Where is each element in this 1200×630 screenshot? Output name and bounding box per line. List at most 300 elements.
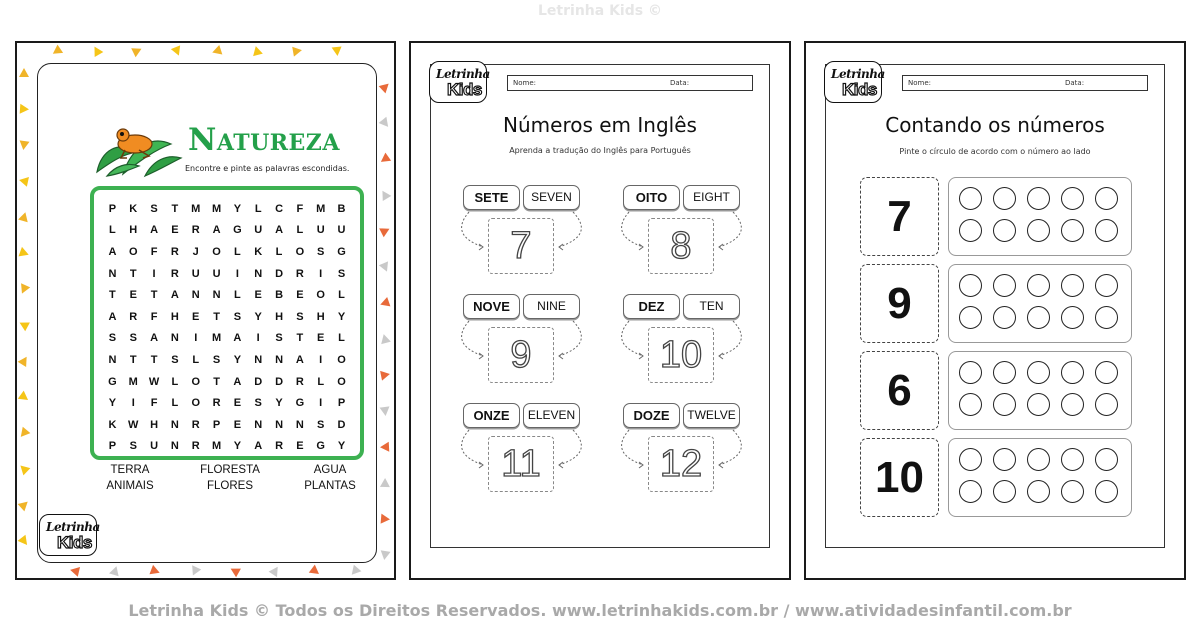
confetti-triangle — [69, 565, 80, 577]
logo-text-bottom: Kids — [57, 533, 92, 552]
grid-letter: N — [170, 418, 179, 431]
circle-box — [948, 351, 1132, 430]
paintable-circle[interactable] — [1027, 361, 1050, 384]
paintable-circle[interactable] — [1095, 393, 1118, 416]
confetti-triangle — [381, 514, 391, 525]
outlined-number: 12 — [648, 436, 714, 492]
count-number: 7 — [860, 177, 939, 256]
grid-letter: G — [337, 245, 346, 258]
circle-grid — [959, 187, 1125, 242]
paintable-circle[interactable] — [1095, 448, 1118, 471]
grid-letter: L — [234, 245, 241, 258]
grid-letter: M — [211, 332, 222, 345]
grid-letter: A — [295, 353, 304, 366]
portuguese-word-label: SETE — [463, 185, 520, 210]
confetti-triangle — [20, 104, 30, 115]
grid-letter: A — [150, 332, 159, 345]
grid-letter: L — [234, 289, 241, 302]
grid-letter: N — [254, 267, 263, 280]
confetti-triangle — [380, 478, 390, 487]
grid-letter: H — [150, 418, 159, 431]
letrinha-kids-logo — [824, 61, 885, 103]
count-number: 10 — [860, 438, 939, 517]
confetti-triangle — [50, 45, 63, 58]
grid-letter: M — [211, 202, 222, 215]
grid-letter: S — [150, 202, 158, 215]
grid-row — [102, 392, 352, 414]
logo-text-top: Letrinha — [46, 520, 100, 534]
grid-letter: M — [211, 440, 222, 453]
grid-letter: L — [171, 375, 179, 388]
grid-letter: E — [296, 289, 304, 302]
confetti-triangle — [378, 153, 391, 166]
paintable-circle[interactable] — [959, 393, 982, 416]
confetti-triangle — [18, 211, 30, 222]
confetti-triangle — [109, 565, 121, 577]
english-word-label: ELEVEN — [523, 403, 580, 428]
grid-letter: R — [295, 267, 304, 280]
grid-letter: I — [152, 267, 156, 280]
grid-letter: G — [295, 397, 305, 410]
grid-letter: T — [296, 332, 304, 345]
letter-grid — [90, 186, 364, 460]
grid-letter: L — [275, 245, 283, 258]
grid-letter: W — [128, 418, 139, 431]
circle-box — [948, 177, 1132, 256]
grid-letter: S — [171, 353, 179, 366]
grid-letter: F — [150, 245, 158, 258]
confetti-triangle — [17, 462, 30, 475]
paintable-circle[interactable] — [1027, 448, 1050, 471]
grid-letter: F — [150, 310, 158, 323]
grid-letter: S — [212, 353, 221, 366]
grid-letter: R — [191, 418, 200, 431]
grid-letter: G — [316, 440, 325, 453]
paintable-circle[interactable] — [1061, 393, 1084, 416]
grid-letter: I — [319, 267, 323, 280]
worksheet-subtitle: Pinte o círculo de acordo com o número ao lado — [899, 147, 1091, 156]
grid-letter: O — [212, 245, 221, 258]
grid-row — [102, 414, 352, 436]
grid-letter: Y — [275, 397, 283, 410]
grid-letter: T — [129, 267, 137, 280]
grid-letter: S — [275, 332, 283, 345]
hidden-word: ANIMAIS — [106, 480, 154, 492]
paintable-circle[interactable] — [1061, 480, 1084, 503]
confetti-triangle — [18, 140, 29, 150]
confetti-triangle — [18, 391, 31, 404]
grid-letter: A — [108, 310, 117, 323]
grid-letter: A — [170, 289, 179, 302]
grid-letter: U — [191, 267, 200, 280]
english-word-label: EIGHT — [683, 185, 740, 210]
confetti-triangle — [18, 175, 29, 187]
grid-letter: D — [275, 267, 284, 280]
confetti-triangle — [18, 354, 31, 367]
paintable-circle[interactable] — [1095, 274, 1118, 297]
paintable-circle[interactable] — [1061, 361, 1084, 384]
confetti-triangle — [188, 565, 201, 577]
grid-letter: A — [233, 375, 242, 388]
grid-letter: U — [337, 224, 346, 237]
grid-letter: M — [191, 202, 201, 215]
top-watermark: Letrinha Kids © — [538, 3, 662, 19]
english-word-label: NINE — [523, 294, 580, 319]
grid-letter: P — [108, 440, 117, 453]
paintable-circle[interactable] — [1061, 306, 1084, 329]
grid-row — [102, 241, 352, 263]
confetti-triangle — [379, 224, 392, 237]
grid-letter: O — [295, 245, 305, 258]
confetti-triangle — [90, 44, 103, 57]
confetti-triangle — [309, 565, 322, 578]
paintable-circle[interactable] — [959, 480, 982, 503]
paintable-circle[interactable] — [1095, 219, 1118, 242]
grid-letter: A — [233, 332, 242, 345]
grid-letter: R — [129, 310, 138, 323]
paintable-circle[interactable] — [1027, 219, 1050, 242]
confetti-triangle — [379, 297, 391, 309]
grid-letter: A — [254, 440, 263, 453]
grid-letter: T — [171, 202, 179, 215]
grid-letter: R — [170, 245, 179, 258]
grid-letter: M — [128, 375, 138, 388]
grid-letter: S — [129, 440, 137, 453]
grid-letter: P — [212, 418, 221, 431]
paintable-circle[interactable] — [1061, 219, 1084, 242]
grid-letter: D — [254, 375, 263, 388]
grid-letter: N — [212, 289, 221, 302]
grid-letter: N — [275, 418, 284, 431]
grid-letter: I — [131, 397, 135, 410]
grid-row — [102, 328, 352, 350]
circle-grid — [959, 361, 1125, 416]
paintable-circle[interactable] — [1095, 306, 1118, 329]
confetti-triangle — [18, 498, 31, 511]
grid-row — [102, 263, 352, 285]
grid-letter: H — [129, 224, 138, 237]
portuguese-word-label: ONZE — [463, 403, 520, 428]
portuguese-word-label: NOVE — [463, 294, 520, 319]
paintable-circle[interactable] — [1061, 187, 1084, 210]
grid-letter: K — [129, 202, 138, 215]
confetti-triangle — [379, 117, 392, 130]
grid-row — [102, 306, 352, 328]
name-label: Nome: — [908, 79, 932, 87]
paintable-circle[interactable] — [993, 393, 1016, 416]
outlined-number: 7 — [488, 218, 554, 274]
confetti-triangle — [379, 550, 390, 560]
count-number: 6 — [860, 351, 939, 430]
paintable-circle[interactable] — [1095, 187, 1118, 210]
paintable-circle[interactable] — [959, 274, 982, 297]
grid-letter: B — [337, 202, 346, 215]
paintable-circle[interactable] — [993, 187, 1016, 210]
word-list — [80, 464, 380, 492]
portuguese-word-label: DOZE — [623, 403, 680, 428]
grid-letter: I — [319, 353, 323, 366]
grid-letter: N — [170, 332, 179, 345]
confetti-triangle — [17, 283, 30, 295]
paintable-circle[interactable] — [1027, 274, 1050, 297]
hidden-word: PLANTAS — [304, 480, 356, 492]
grid-letter: I — [235, 267, 239, 280]
english-word-label: TEN — [683, 294, 740, 319]
grid-letter: O — [337, 353, 346, 366]
grid-letter: O — [316, 289, 325, 302]
circle-grid — [959, 274, 1125, 329]
grid-letter: E — [254, 289, 262, 302]
grid-letter: N — [170, 440, 179, 453]
paintable-circle[interactable] — [993, 480, 1016, 503]
date-label: Data: — [1065, 79, 1085, 87]
grid-letter: T — [109, 289, 116, 302]
confetti-triangle — [18, 535, 31, 548]
grid-letter: R — [170, 267, 179, 280]
word-search-title: Natureza — [188, 122, 340, 158]
grid-letter: E — [233, 397, 242, 410]
grid-letter: J — [192, 245, 199, 258]
confetti-triangle — [17, 318, 30, 331]
grid-row — [102, 284, 352, 306]
grid-letter: S — [296, 310, 304, 323]
copyright-footer: Letrinha Kids © Todos os Direitos Reservados. www.letrinhakids.com.br / www.atividadesinfantil.com.br — [128, 601, 1072, 620]
grid-letter: S — [129, 332, 137, 345]
grid-letter: R — [212, 397, 221, 410]
grid-letter: R — [275, 440, 284, 453]
paintable-circle[interactable] — [993, 306, 1016, 329]
grid-letter: L — [171, 397, 179, 410]
confetti-triangle — [379, 80, 392, 93]
confetti-triangle — [379, 261, 392, 273]
logo-text-top: Letrinha — [436, 67, 490, 81]
circle-grid — [959, 448, 1125, 503]
paintable-circle[interactable] — [1061, 448, 1084, 471]
confetti-triangle — [378, 188, 391, 201]
hidden-word: AGUA — [313, 464, 347, 476]
grid-letter: Y — [233, 440, 242, 453]
grid-letter: I — [256, 332, 260, 345]
circle-box — [948, 438, 1132, 517]
confetti-triangle — [19, 68, 29, 77]
grid-letter: Y — [233, 202, 242, 215]
grid-letter: Y — [337, 310, 346, 323]
grid-letter: N — [254, 353, 263, 366]
english-word-label: TWELVE — [683, 403, 740, 428]
name-date-field — [902, 75, 1148, 91]
counting-numbers-preview[interactable] — [804, 41, 1186, 580]
paintable-circle[interactable] — [993, 219, 1016, 242]
grid-letter: C — [275, 202, 284, 215]
grid-letter: N — [295, 418, 304, 431]
portuguese-word-label: DEZ — [623, 294, 680, 319]
grid-letter: P — [337, 397, 346, 410]
word-search-preview[interactable] — [15, 41, 396, 580]
confetti-triangle — [19, 247, 31, 259]
outlined-number: 9 — [488, 327, 554, 383]
outlined-number: 11 — [488, 436, 554, 492]
grid-row — [102, 371, 352, 393]
worksheet-subtitle: Aprenda a tradução do Inglês para Português — [509, 146, 691, 155]
grid-letter: L — [338, 289, 345, 302]
grid-letter: U — [254, 224, 263, 237]
name-date-field — [507, 75, 753, 91]
grid-letter: K — [108, 418, 117, 431]
grid-letter: L — [192, 353, 200, 366]
grid-row — [102, 436, 352, 458]
grid-letter: L — [296, 224, 304, 237]
worksheet-title: Números em Inglês — [503, 113, 697, 137]
grid-letter: N — [191, 289, 200, 302]
logo-text-top: Letrinha — [831, 67, 885, 81]
grid-letter: E — [317, 332, 325, 345]
grid-letter: D — [337, 418, 346, 431]
circle-box — [948, 264, 1132, 343]
grid-letter: B — [275, 289, 284, 302]
grid-letter: E — [233, 418, 242, 431]
grid-row — [102, 198, 352, 220]
confetti-triangle — [131, 44, 143, 57]
grid-letter: W — [148, 375, 160, 388]
grid-letter: H — [316, 310, 325, 323]
confetti-triangle — [380, 406, 391, 416]
hidden-word: FLORES — [206, 480, 253, 492]
portuguese-word-label: OITO — [623, 185, 680, 210]
paintable-circle[interactable] — [993, 274, 1016, 297]
grid-letter: S — [108, 332, 117, 345]
grid-letter: L — [109, 224, 116, 237]
grid-letter: E — [296, 440, 304, 453]
grid-letter: T — [129, 353, 137, 366]
confetti-triangle — [17, 427, 30, 440]
grid-letter: U — [150, 440, 159, 453]
grid-letter: Y — [108, 397, 117, 410]
english-word-label: SEVEN — [523, 185, 580, 210]
grid-letter: F — [150, 397, 158, 410]
confetti-triangle — [228, 564, 241, 577]
grid-letter: A — [275, 224, 284, 237]
grid-letter: R — [191, 440, 200, 453]
confetti-triangle — [332, 46, 343, 56]
grid-letter: Y — [233, 353, 242, 366]
paintable-circle[interactable] — [959, 187, 982, 210]
outlined-number: 10 — [648, 327, 714, 383]
grid-letter: D — [275, 375, 284, 388]
grid-letter: O — [191, 375, 200, 388]
hidden-word: FLORESTA — [200, 464, 260, 476]
grid-letter: N — [108, 267, 117, 280]
grid-letter: O — [128, 245, 138, 258]
grid-letter: O — [191, 397, 200, 410]
grid-letter: E — [129, 289, 137, 302]
letrinha-kids-logo — [39, 514, 100, 556]
grid-letter: N — [108, 353, 117, 366]
confetti-triangle — [292, 45, 303, 56]
numbers-english-preview[interactable] — [409, 41, 791, 580]
paintable-circle[interactable] — [1061, 274, 1084, 297]
paintable-circle[interactable] — [1027, 393, 1050, 416]
logo-text-bottom: Kids — [447, 80, 482, 99]
grid-letter: T — [150, 353, 158, 366]
grid-letter: F — [296, 202, 304, 215]
grid-letter: O — [337, 375, 346, 388]
date-label: Data: — [670, 79, 690, 87]
grid-letter: H — [275, 310, 284, 323]
worksheet-title: Contando os números — [885, 113, 1105, 137]
confetti-triangle — [211, 45, 223, 57]
grid-letter: M — [316, 202, 326, 215]
paintable-circle[interactable] — [1027, 480, 1050, 503]
confetti-triangle — [269, 564, 282, 577]
grid-letter: S — [254, 397, 262, 410]
grid-letter: E — [171, 224, 179, 237]
paintable-circle[interactable] — [1027, 187, 1050, 210]
grid-letter: A — [150, 224, 159, 237]
confetti-triangle — [251, 45, 263, 56]
grid-row — [102, 349, 352, 371]
grid-letter: E — [192, 310, 200, 323]
word-search-subtitle: Encontre e pinte as palavras escondidas. — [185, 164, 350, 173]
grid-letter: H — [170, 310, 179, 323]
grid-letter: A — [212, 224, 221, 237]
grid-letter: N — [254, 418, 263, 431]
grid-letter: P — [108, 202, 117, 215]
grid-letter: S — [317, 418, 325, 431]
confetti-triangle — [348, 565, 361, 578]
grid-row — [102, 220, 352, 242]
grid-letter: Y — [254, 310, 262, 323]
paintable-circle[interactable] — [959, 448, 982, 471]
grid-letter: S — [233, 310, 242, 323]
outlined-number: 8 — [648, 218, 714, 274]
grid-letter: R — [295, 375, 304, 388]
confetti-triangle — [379, 333, 391, 344]
count-number: 9 — [860, 264, 939, 343]
paintable-circle[interactable] — [959, 306, 982, 329]
word-search-card — [37, 63, 377, 563]
grid-letter: L — [317, 375, 325, 388]
grid-letter: N — [275, 353, 284, 366]
paintable-circle[interactable] — [993, 448, 1016, 471]
grid-letter: G — [233, 224, 242, 237]
paintable-circle[interactable] — [1095, 361, 1118, 384]
grid-letter: G — [108, 375, 117, 388]
grid-letter: U — [316, 224, 325, 237]
grid-letter: I — [319, 397, 323, 410]
confetti-triangle — [380, 442, 390, 452]
confetti-triangle — [380, 369, 391, 381]
letrinha-kids-logo — [429, 61, 490, 103]
grid-letter: K — [254, 245, 263, 258]
paintable-circle[interactable] — [993, 361, 1016, 384]
grid-letter: I — [194, 332, 198, 345]
grid-letter: T — [213, 310, 220, 323]
confetti-triangle — [149, 565, 161, 578]
grid-letter: L — [254, 202, 262, 215]
name-label: Nome: — [513, 79, 537, 87]
paintable-circle[interactable] — [1027, 306, 1050, 329]
frog-on-leaves-illustration — [93, 122, 183, 178]
grid-letter: S — [337, 267, 346, 280]
grid-letter: T — [150, 289, 158, 302]
paintable-circle[interactable] — [959, 361, 982, 384]
confetti-triangle — [171, 45, 184, 57]
paintable-circle[interactable] — [1095, 480, 1118, 503]
grid-letter: T — [213, 375, 220, 388]
paintable-circle[interactable] — [959, 219, 982, 242]
grid-letter: Y — [337, 440, 346, 453]
grid-letter: R — [191, 224, 200, 237]
